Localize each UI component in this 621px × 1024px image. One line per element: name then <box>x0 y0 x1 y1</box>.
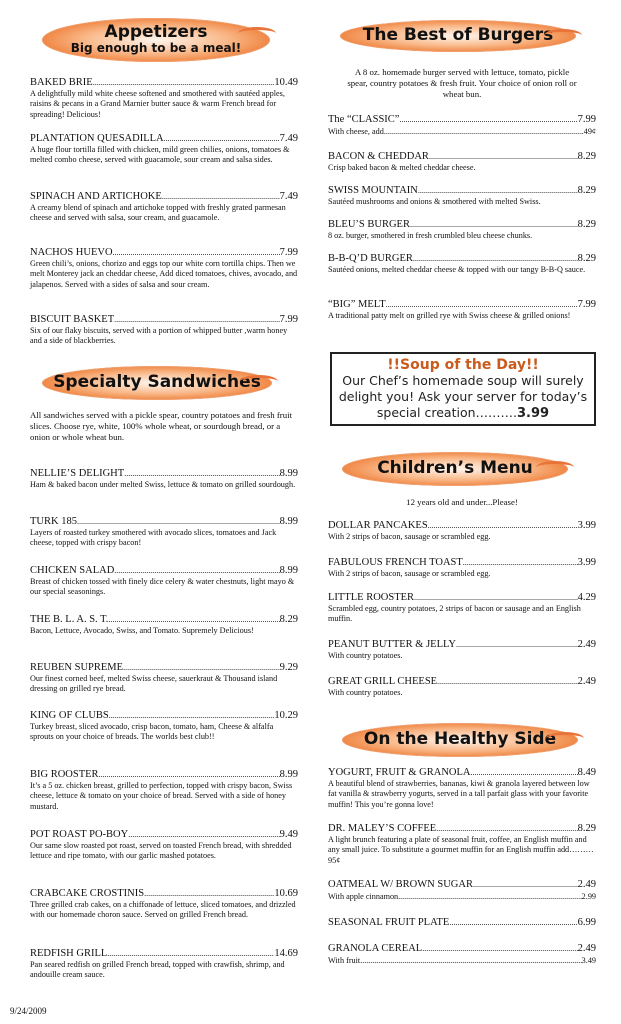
item-price: 8.99 <box>279 516 298 527</box>
item-description: Sautéed onions, melted cheddar cheese & topped with our tangy B-B-Q sauce. <box>328 265 586 274</box>
item-price: 8.99 <box>279 468 298 479</box>
item-price: 8.29 <box>577 253 596 264</box>
soup-line-1: Our Chef’s homemade soup will surely <box>342 373 584 388</box>
item-price: 10.69 <box>274 888 298 899</box>
menu-item-healthy <box>328 917 596 929</box>
item-description: Sautéed mushrooms and onions & smothered with melted Swiss. <box>328 197 541 206</box>
item-addon-price: 2.99 <box>581 892 596 901</box>
item-price: 9.29 <box>279 662 298 673</box>
item-name: BAKED BRIE <box>30 77 93 88</box>
item-description: Bacon, Lettuce, Avocado, Swiss, and Tomato. Supremely Delicious! <box>30 626 254 635</box>
menu-item-burger <box>328 299 596 321</box>
item-name: BLEU’S BURGER <box>328 219 410 230</box>
sandwiches-banner <box>42 366 272 400</box>
appetizers-subtitle: Big enough to be a meal! <box>70 41 242 56</box>
menu-item-children <box>328 557 596 579</box>
menu-item-children <box>328 520 596 542</box>
menu-item-sandwich <box>30 565 298 598</box>
burgers-banner <box>340 20 576 52</box>
item-name: GREAT GRILL CHEESE <box>328 676 438 687</box>
healthy-title: On the Healthy Side <box>363 729 557 750</box>
item-description: Green chili’s, onions, chorizo and eggs top our white corn tortilla chips. Then we melt Monterey jack an cheddar cheese, Add diced tomatoes, chives, avocado, and jalapenos. Served with a sides of salsa and sour cream. <box>30 259 298 289</box>
item-description: With country potatoes. <box>328 651 403 660</box>
item-name: BIG ROOSTER <box>30 769 99 780</box>
item-description: A beautiful blend of strawberries, bananas, kiwi & granola layered between low fat vanilla & strawberry yogurts, served in a tall parfait glass with your favorite muffin! This you’re gonna love! <box>328 779 590 809</box>
item-name: The “CLASSIC” <box>328 114 400 125</box>
item-description: Three grilled crab cakes, on a chiffonade of lettuce, sliced tomatoes, and drizzled with our homemade choron sauce. Served on grilled French bread. <box>30 900 296 920</box>
item-price: 7.99 <box>577 299 596 310</box>
item-name: NELLIE’S DELIGHT <box>30 468 125 479</box>
burgers-title: The Best of Burgers <box>362 25 554 46</box>
menu-item-burger <box>328 114 596 138</box>
item-addon-price: .49¢ <box>581 127 596 136</box>
item-name: DR. MALEY’S COFFEE <box>328 823 437 834</box>
appetizers-banner <box>42 18 270 62</box>
item-name: SPINACH AND ARTICHOKE <box>30 191 162 202</box>
item-name: OATMEAL W/ BROWN SUGAR <box>328 879 473 890</box>
item-name: NACHOS HUEVO <box>30 247 113 258</box>
item-description: Scrambled egg, country potatoes, 2 strips of bacon or sausage and an English muffin. <box>328 604 581 624</box>
item-addon-price: 3.49 <box>581 956 596 965</box>
item-price: 2.49 <box>577 879 596 890</box>
menu-item-sandwich <box>30 516 298 549</box>
item-description: A light brunch featuring a plate of seasonal fruit, coffee, an English muffin and any small juice. To substitute a gourmet muffin for an English muffin add………95¢ <box>328 835 594 865</box>
item-addon-name: With fruit <box>328 956 361 965</box>
item-name: YOGURT, FRUIT & GRANOLA <box>328 767 471 778</box>
menu-item-children <box>328 592 596 625</box>
item-name: FABULOUS FRENCH TOAST <box>328 557 463 568</box>
item-name: REDFISH GRILL <box>30 948 108 959</box>
item-name: TURK 185 <box>30 516 77 527</box>
item-description: A huge flour tortilla filled with chicken, mild green chilies, onions, tomatoes & melted combo cheese, served with guacamole, sour cream and salsa sides. <box>30 145 290 165</box>
item-price: 9.49 <box>279 829 298 840</box>
item-name: SEASONAL FRUIT PLATE <box>328 917 450 928</box>
healthy-banner <box>342 723 578 757</box>
item-price: 3.99 <box>577 557 596 568</box>
menu-item-healthy <box>328 767 596 810</box>
item-name: THE B. L. A. S. T. <box>30 614 109 625</box>
menu-item-appetizer <box>30 77 298 120</box>
item-price: 7.49 <box>279 133 298 144</box>
children-banner <box>342 452 568 486</box>
menu-item-sandwich <box>30 662 298 695</box>
menu-item-appetizer <box>30 191 298 224</box>
menu-item-healthy <box>328 823 596 866</box>
item-name: LITTLE ROOSTER <box>328 592 415 603</box>
soup-line-2: delight you! Ask your server for today’s <box>338 389 588 404</box>
menu-item-healthy <box>328 943 596 967</box>
item-description: Six of our flaky biscuits, served with a portion of whipped butter ,warm honey and a side of blackberries. <box>30 326 288 346</box>
menu-item-sandwich <box>30 888 298 921</box>
item-description: A creamy blend of spinach and artichoke topped with freshly grated parmesan cheese and served with salsa, sour cream, and guacamole. <box>30 203 286 223</box>
children-intro: 12 years old and under...Please! <box>406 497 518 507</box>
item-addon-name: With apple cinnamon <box>328 892 399 901</box>
menu-item-healthy <box>328 879 596 903</box>
menu-item-sandwich <box>30 769 298 812</box>
menu-item-burger <box>328 185 596 207</box>
item-description: Pan seared redfish on grilled French bread, topped with crawfish, shrimp, and andouille cream sauce. <box>30 960 285 980</box>
soup-of-the-day-box <box>330 352 596 426</box>
menu-item-appetizer <box>30 247 298 290</box>
soup-special-text: special creation <box>376 405 476 420</box>
item-name: DOLLAR PANCAKES <box>328 520 428 531</box>
item-price: 7.99 <box>279 247 298 258</box>
menu-item-sandwich <box>30 614 298 636</box>
item-price: 6.99 <box>577 917 596 928</box>
item-name: GRANOLA CEREAL <box>328 943 423 954</box>
item-price: 8.99 <box>279 565 298 576</box>
item-description: Our same slow roasted pot roast, served on toasted French bread, with shredded lettuce and ripe tomato, with our garlic mashed potatoes. <box>30 841 292 861</box>
item-price: 3.99 <box>577 520 596 531</box>
item-description: Layers of roasted turkey smothered with avocado slices, tomatoes and Jack cheese, topped with crispy bacon! <box>30 528 277 548</box>
item-price: 10.29 <box>274 710 298 721</box>
item-price: 8.29 <box>577 823 596 834</box>
item-description: Breast of chicken tossed with finely dice celery & water chestnuts, light mayo & our special seasonings. <box>30 577 295 597</box>
item-name: SWISS MOUNTAIN <box>328 185 418 196</box>
soup-dots: ………. <box>475 405 518 420</box>
item-name: B-B-Q’D BURGER <box>328 253 413 264</box>
item-price: 8.49 <box>577 767 596 778</box>
item-description: It’s a 5 oz. chicken breast, grilled to perfection, topped with crispy bacon, Swiss cheese, lettuce & tomato on your choice of bread. Served with a side of honey mustard. <box>30 781 293 811</box>
appetizers-title: Appetizers <box>104 22 208 43</box>
menu-item-sandwich <box>30 710 298 743</box>
item-name: KING OF CLUBS <box>30 710 109 721</box>
menu-item-sandwich <box>30 468 298 490</box>
item-price: 7.99 <box>577 114 596 125</box>
item-price: 8.29 <box>577 219 596 230</box>
item-description: A delightfully mild white cheese softened and smothered with sautéed apples, raisins & pecans in a Grand Marnier butter sauce & warm French bread for spreading! Delicious! <box>30 89 285 119</box>
item-name: PLANTATION QUESADILLA <box>30 133 164 144</box>
item-description: Ham & baked bacon under melted Swiss, lettuce & tomato on grilled sourdough. <box>30 480 296 489</box>
item-price: 2.49 <box>577 639 596 650</box>
menu-item-sandwich <box>30 829 298 862</box>
menu-item-sandwich <box>30 948 298 981</box>
print-date: 9/24/2009 <box>10 1006 47 1016</box>
menu-item-burger <box>328 151 596 173</box>
item-price: 2.49 <box>577 676 596 687</box>
item-description: Turkey breast, sliced avocado, crisp bacon, tomato, ham, Cheese & alfalfa sprouts on your choice of breads. The worlds best club!! <box>30 722 274 742</box>
burgers-intro: A 8 oz. homemade burger served with lettuce, tomato, pickle spear, country potatoes & fresh fruit. Your choice of onion roll or wheat bun. <box>347 67 577 100</box>
item-price: 8.29 <box>577 151 596 162</box>
sandwiches-intro: All sandwiches served with a pickle spear, country potatoes and fresh fruit slices. Choose rye, white, 100% whole wheat, or sourdough bread, or a onion or whole wheat bun. <box>30 410 293 443</box>
item-name: CHICKEN SALAD <box>30 565 115 576</box>
item-description: Crisp baked bacon & melted cheddar cheese. <box>328 163 476 172</box>
menu-item-burger <box>328 219 596 241</box>
menu-item-children <box>328 676 596 698</box>
item-name: BACON & CHEDDAR <box>328 151 429 162</box>
item-price: 8.99 <box>279 769 298 780</box>
item-price: 2.49 <box>577 943 596 954</box>
item-name: POT ROAST PO-BOY <box>30 829 129 840</box>
soup-title: !!Soup of the Day!! <box>387 357 539 373</box>
item-price: 14.69 <box>274 948 298 959</box>
children-title: Children’s Menu <box>377 458 533 479</box>
menu-item-appetizer <box>30 133 298 166</box>
soup-line-3 <box>332 405 594 422</box>
item-addon-name: With cheese, add <box>328 127 384 136</box>
menu-item-burger <box>328 253 596 275</box>
item-price: 8.29 <box>577 185 596 196</box>
soup-price: 3.99 <box>517 406 550 421</box>
item-name: PEANUT BUTTER & JELLY <box>328 639 456 650</box>
item-price: 8.29 <box>279 614 298 625</box>
item-price: 10.49 <box>274 77 298 88</box>
item-description: 8 oz. burger, smothered in fresh crumbled bleu cheese chunks. <box>328 231 533 240</box>
item-description: With country potatoes. <box>328 688 403 697</box>
item-name: BISCUIT BASKET <box>30 314 115 325</box>
menu-item-children <box>328 639 596 661</box>
item-description: A traditional patty melt on grilled rye with Swiss cheese & grilled onions! <box>328 311 571 320</box>
item-name: “BIG” MELT <box>328 299 386 310</box>
item-name: REUBEN SUPREME <box>30 662 124 673</box>
menu-item-appetizer <box>30 314 298 347</box>
item-description: With 2 strips of bacon, sausage or scrambled egg. <box>328 532 491 541</box>
item-description: With 2 strips of bacon, sausage or scrambled egg. <box>328 569 491 578</box>
item-price: 7.99 <box>279 314 298 325</box>
item-name: CRABCAKE CROSTINIS <box>30 888 145 899</box>
item-price: 4.29 <box>577 592 596 603</box>
sandwiches-title: Specialty Sandwiches <box>53 372 261 393</box>
item-price: 7.49 <box>279 191 298 202</box>
item-description: Our finest corned beef, melted Swiss cheese, sauerkraut & Thousand island dressing on grilled rye bread. <box>30 674 278 694</box>
